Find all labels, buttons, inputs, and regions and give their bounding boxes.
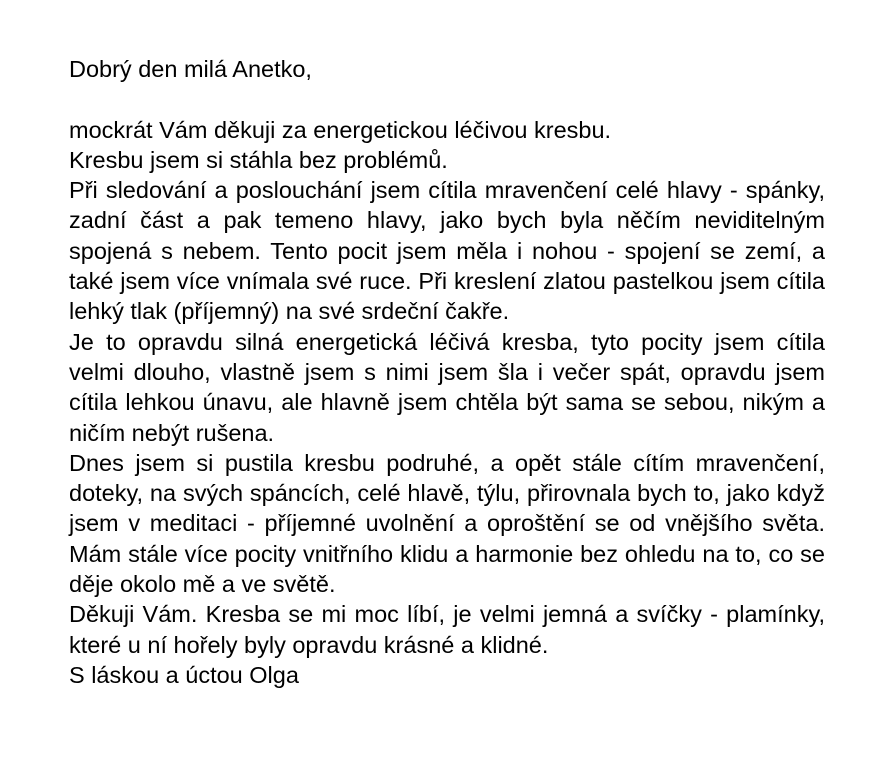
letter-greeting: Dobrý den milá Anetko, <box>69 56 312 82</box>
letter-paragraph: Při sledování a poslouchání jsem cítila mravenčení celé hlavy - spánky, zadní část a pak temeno hlavy, jako bych byla něčím neviditelným spojená s nebem. Tento pocit jsem měla i nohou - spojení se zemí, a také jsem více vnímala své ruce. Při kreslení zlatou pastelkou jsem cítila lehký tlak (příjemný) na své srdeční čakře. <box>69 177 825 325</box>
blank-line <box>69 84 825 114</box>
letter-paragraph: mockrát Vám děkuji za energetickou léčivou kresbu. <box>69 116 612 143</box>
letter-paragraph: Dnes jsem si pustila kresbu podruhé, a opět stále cítím mravenčení, doteky, na svých spáncích, celé hlavě, týlu, přirovnala bych to, jako když jsem v meditaci - příjemné uvolnění a oproštění se od vnějšího světa. Mám stále více pocity vnitřního klidu a harmonie bez ohledu na to, co se děje okolo mě a ve světě. <box>69 449 825 598</box>
letter-paragraph: Kresbu jsem si stáhla bez problémů. <box>69 146 448 173</box>
letter-paragraph: Děkuji Vám. Kresba se mi moc líbí, je velmi jemná a svíčky - plamínky, které u ní hořely byly opravdu krásné a klidné. <box>69 601 825 658</box>
letter-body <box>69 54 825 690</box>
letter-paragraph: Je to opravdu silná energetická léčivá kresba, tyto pocity jsem cítila velmi dlouho, vlastně jsem s nimi jsem šla i večer spát, opravdu jsem cítila lehkou únavu, ale hlavně jsem chtěla být sama se sebou, nikým a ničím nebýt rušena. <box>69 328 825 446</box>
letter-closing: S láskou a úctou Olga <box>69 661 299 688</box>
